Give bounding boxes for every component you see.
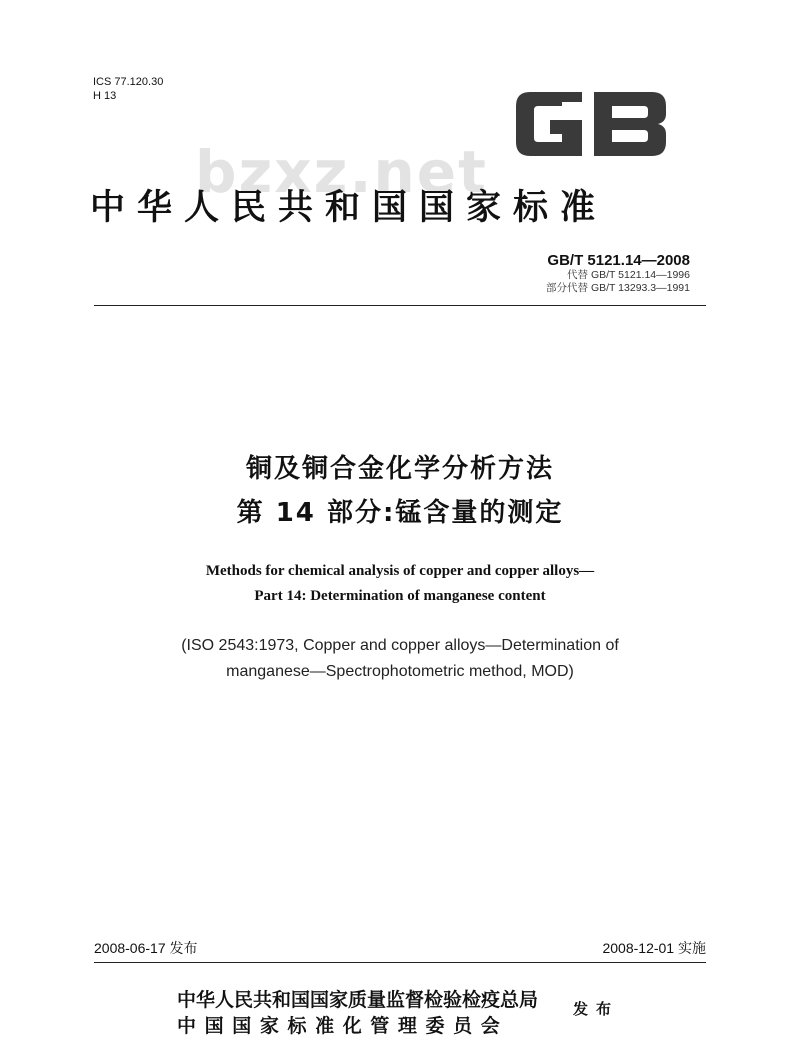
ccs-code: H 13 <box>93 90 117 102</box>
title-en-line2: Part 14: Determination of manganese content <box>254 588 546 604</box>
footer-divider <box>94 962 706 963</box>
issuer-aqsiq: 中华人民共和国国家质量监督检验检疫总局 <box>177 989 539 1011</box>
title-cn-line1: 铜及铜合金化学分析方法 <box>245 454 554 484</box>
ics-code: ICS 77.120.30 <box>93 76 164 88</box>
header-divider <box>94 305 706 306</box>
classification-codes <box>93 75 163 103</box>
title-cn-line2: 第 14 部分:锰含量的测定 <box>236 498 564 528</box>
watermark: bzxz.net <box>195 138 488 206</box>
standard-number: GB/T 5121.14—2008 <box>547 252 690 269</box>
issuer-sac: 中 国 国 家 标 准 化 管 理 委 员 会 <box>177 1015 501 1037</box>
replaces-note: 代替 GB/T 5121.14—1996 <box>567 269 690 281</box>
title-en-line1: Methods for chemical analysis of copper and copper alloys— <box>205 563 595 579</box>
publish-date: 2008-06-17 发布 <box>94 940 198 956</box>
iso-reference-line2: manganese—Spectrophotometric method, MOD) <box>226 663 574 680</box>
iso-reference-line1: (ISO 2543:1973, Copper and copper alloys—Determination of <box>181 637 619 654</box>
issue-action: 发布 <box>573 1000 620 1018</box>
national-standard-title: 中华人民共和国国家标准 <box>90 187 608 228</box>
gb-logo <box>512 84 670 164</box>
partially-replaces-note: 部分代替 GB/T 13293.3—1991 <box>546 282 690 294</box>
standard-number-block <box>546 252 690 295</box>
implement-date: 2008-12-01 实施 <box>602 940 706 956</box>
